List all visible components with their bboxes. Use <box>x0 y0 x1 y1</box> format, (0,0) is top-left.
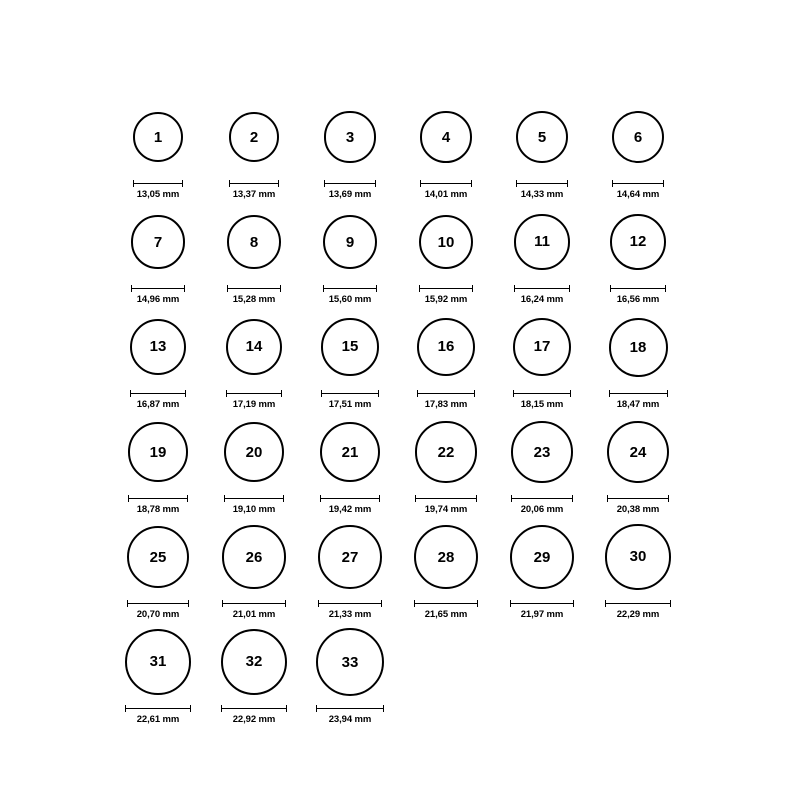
ring-circle <box>511 421 573 483</box>
ring-size-item <box>590 200 686 305</box>
measure-bar <box>324 180 375 187</box>
measure-bar <box>510 600 575 607</box>
ring-circle <box>417 318 475 376</box>
measure-indicator <box>128 494 188 502</box>
measure-bar <box>415 495 476 502</box>
ring-circle-wrapper <box>229 95 280 179</box>
ring-circle-wrapper <box>513 305 571 389</box>
ring-size-number: 7 <box>153 233 163 251</box>
measure-bar <box>417 390 475 397</box>
ring-size-number: 4 <box>441 128 451 146</box>
ring-size-item <box>206 620 302 725</box>
ring-diameter-label: 20,70 mm <box>136 609 180 620</box>
ring-size-item <box>494 200 590 305</box>
ring-size-number: 6 <box>633 128 643 146</box>
ring-circle-wrapper <box>320 410 381 494</box>
ring-size-number: 23 <box>533 443 551 461</box>
ring-circle <box>323 215 377 269</box>
ring-circle-wrapper <box>610 200 666 284</box>
ring-circle <box>607 421 669 483</box>
ring-circle-wrapper <box>605 515 670 599</box>
measure-indicator <box>130 389 186 397</box>
ring-diameter-label: 18,47 mm <box>616 399 660 410</box>
ring-size-item <box>398 305 494 410</box>
ring-circle <box>226 319 283 376</box>
measure-indicator <box>610 284 666 292</box>
ring-size-item <box>110 410 206 515</box>
ring-diameter-label: 15,60 mm <box>328 294 372 305</box>
ring-circle-wrapper <box>221 620 287 704</box>
ring-circle <box>130 319 186 375</box>
ring-size-number: 32 <box>245 653 263 671</box>
ring-circle-wrapper <box>127 515 190 599</box>
measure-bar <box>514 285 569 292</box>
measure-indicator <box>229 179 280 187</box>
ring-size-item <box>302 620 398 725</box>
measure-indicator <box>320 494 381 502</box>
ring-size-number: 3 <box>345 128 355 146</box>
ring-diameter-label: 15,92 mm <box>424 294 468 305</box>
ring-diameter-label: 13,69 mm <box>328 189 372 200</box>
ring-size-item <box>206 200 302 305</box>
ring-circle-wrapper <box>511 410 573 494</box>
measure-bar <box>222 600 285 607</box>
ring-circle <box>324 111 375 162</box>
ring-circle <box>221 629 287 695</box>
ring-diameter-label: 17,83 mm <box>424 399 468 410</box>
ring-circle-wrapper <box>130 305 186 389</box>
measure-bar <box>607 495 669 502</box>
measure-bar <box>130 390 186 397</box>
ring-circle <box>414 525 478 589</box>
ring-size-grid <box>110 95 690 725</box>
measure-indicator <box>221 704 287 712</box>
ring-size-number: 15 <box>341 338 359 356</box>
measure-bar <box>227 285 281 292</box>
ring-size-item <box>590 95 686 200</box>
measure-indicator <box>316 704 384 712</box>
ring-size-item <box>110 620 206 725</box>
measure-bar <box>321 390 378 397</box>
measure-indicator <box>227 284 281 292</box>
measure-bar <box>125 705 191 712</box>
ring-size-number: 12 <box>629 233 647 251</box>
ring-diameter-label: 16,56 mm <box>616 294 660 305</box>
ring-circle-wrapper <box>514 200 569 284</box>
ring-circle <box>612 111 665 164</box>
ring-circle <box>224 422 284 482</box>
ring-circle-wrapper <box>227 200 281 284</box>
ring-circle <box>133 112 183 162</box>
ring-circle-wrapper <box>419 200 474 284</box>
measure-bar <box>318 600 382 607</box>
ring-circle-wrapper <box>125 620 191 704</box>
ring-diameter-label: 19,42 mm <box>328 504 372 515</box>
ring-circle-wrapper <box>318 515 382 599</box>
ring-circle <box>415 421 476 482</box>
measure-indicator <box>419 284 474 292</box>
measure-indicator <box>511 494 573 502</box>
ring-circle-wrapper <box>607 410 669 494</box>
measure-bar <box>221 705 287 712</box>
measure-indicator <box>420 179 472 187</box>
ring-size-number: 18 <box>629 338 647 356</box>
ring-diameter-label: 14,01 mm <box>424 189 468 200</box>
ring-circle <box>514 214 569 269</box>
ring-size-number: 19 <box>149 443 167 461</box>
ring-size-number: 8 <box>249 233 259 251</box>
ring-circle <box>131 215 184 268</box>
measure-bar <box>513 390 571 397</box>
ring-size-number: 17 <box>533 338 551 356</box>
ring-size-number: 16 <box>437 338 455 356</box>
ring-circle <box>316 628 384 696</box>
ring-circle-wrapper <box>133 95 183 179</box>
ring-diameter-label: 14,64 mm <box>616 189 660 200</box>
ring-circle <box>320 422 381 483</box>
ring-size-number: 27 <box>341 548 359 566</box>
measure-indicator <box>318 599 382 607</box>
ring-circle-wrapper <box>516 95 568 179</box>
ring-circle-wrapper <box>226 305 283 389</box>
ring-size-item <box>302 200 398 305</box>
measure-indicator <box>226 389 283 397</box>
ring-diameter-label: 13,05 mm <box>136 189 180 200</box>
ring-size-item <box>398 515 494 620</box>
ring-diameter-label: 17,51 mm <box>328 399 372 410</box>
ring-circle <box>610 214 666 270</box>
measure-indicator <box>514 284 569 292</box>
ring-diameter-label: 18,15 mm <box>520 399 564 410</box>
ring-diameter-label: 19,10 mm <box>232 504 276 515</box>
measure-bar <box>131 285 184 292</box>
measure-bar <box>127 600 190 607</box>
ring-size-number: 25 <box>149 548 167 566</box>
ring-circle-wrapper <box>222 515 285 599</box>
ring-circle <box>128 422 188 482</box>
ring-circle <box>419 215 474 270</box>
ring-size-item <box>398 200 494 305</box>
ring-diameter-label: 22,92 mm <box>232 714 276 725</box>
ring-size-item <box>206 410 302 515</box>
ring-diameter-label: 16,87 mm <box>136 399 180 410</box>
measure-bar <box>323 285 377 292</box>
measure-bar <box>316 705 384 712</box>
ring-circle-wrapper <box>414 515 478 599</box>
ring-diameter-label: 20,38 mm <box>616 504 660 515</box>
ring-diameter-label: 19,74 mm <box>424 504 468 515</box>
measure-bar <box>511 495 573 502</box>
ring-size-number: 21 <box>341 443 359 461</box>
ring-circle <box>227 215 281 269</box>
ring-size-item <box>302 305 398 410</box>
ring-size-item <box>398 95 494 200</box>
ring-size-item <box>494 95 590 200</box>
measure-indicator <box>605 599 670 607</box>
ring-diameter-label: 13,37 mm <box>232 189 276 200</box>
ring-circle <box>318 525 382 589</box>
ring-circle <box>516 111 568 163</box>
ring-size-item <box>110 305 206 410</box>
measure-indicator <box>127 599 190 607</box>
ring-size-number: 5 <box>537 128 547 146</box>
measure-indicator <box>414 599 478 607</box>
ring-circle-wrapper <box>420 95 472 179</box>
ring-circle-wrapper <box>612 95 665 179</box>
ring-circle <box>127 526 190 589</box>
measure-indicator <box>513 389 571 397</box>
ring-circle <box>605 524 670 589</box>
measure-indicator <box>607 494 669 502</box>
measure-indicator <box>133 179 183 187</box>
ring-diameter-label: 22,29 mm <box>616 609 660 620</box>
measure-bar <box>610 285 666 292</box>
measure-indicator <box>323 284 377 292</box>
ring-size-item <box>206 95 302 200</box>
measure-indicator <box>321 389 378 397</box>
ring-size-item <box>302 410 398 515</box>
ring-diameter-label: 14,96 mm <box>136 294 180 305</box>
ring-size-number: 31 <box>149 653 167 671</box>
ring-size-item <box>494 305 590 410</box>
measure-bar <box>224 495 284 502</box>
ring-circle-wrapper <box>131 200 184 284</box>
measure-bar <box>414 600 478 607</box>
ring-circle-wrapper <box>324 95 375 179</box>
ring-diameter-label: 23,94 mm <box>328 714 372 725</box>
ring-size-item <box>590 305 686 410</box>
measure-bar <box>226 390 283 397</box>
ring-size-number: 2 <box>249 128 259 146</box>
measure-bar <box>605 600 670 607</box>
ring-size-number: 28 <box>437 548 455 566</box>
ring-size-item <box>494 515 590 620</box>
ring-size-item <box>398 410 494 515</box>
measure-indicator <box>222 599 285 607</box>
ring-size-item <box>110 95 206 200</box>
ring-circle <box>222 525 285 588</box>
ring-circle <box>229 112 280 163</box>
ring-size-item <box>206 305 302 410</box>
measure-indicator <box>224 494 284 502</box>
ring-size-item <box>110 515 206 620</box>
ring-size-number: 13 <box>149 338 167 356</box>
measure-bar <box>128 495 188 502</box>
ring-circle <box>609 318 668 377</box>
ring-size-item <box>206 515 302 620</box>
ring-size-number: 20 <box>245 443 263 461</box>
measure-indicator <box>131 284 184 292</box>
measure-indicator <box>510 599 575 607</box>
ring-size-number: 30 <box>629 548 647 566</box>
ring-diameter-label: 17,19 mm <box>232 399 276 410</box>
ring-size-item <box>590 410 686 515</box>
ring-circle <box>513 318 571 376</box>
ring-size-item <box>494 410 590 515</box>
ring-circle-wrapper <box>323 200 377 284</box>
ring-circle-wrapper <box>417 305 475 389</box>
measure-indicator <box>609 389 668 397</box>
ring-circle <box>420 111 472 163</box>
ring-circle <box>510 525 575 590</box>
ring-circle-wrapper <box>510 515 575 599</box>
ring-size-item <box>110 200 206 305</box>
ring-size-number: 26 <box>245 548 263 566</box>
measure-bar <box>229 180 280 187</box>
ring-circle-wrapper <box>415 410 476 494</box>
measure-indicator <box>125 704 191 712</box>
ring-circle-wrapper <box>321 305 378 389</box>
ring-size-item <box>302 515 398 620</box>
ring-size-number: 14 <box>245 338 263 356</box>
ring-diameter-label: 21,65 mm <box>424 609 468 620</box>
measure-bar <box>420 180 472 187</box>
ring-circle-wrapper <box>128 410 188 494</box>
ring-circle-wrapper <box>316 620 384 704</box>
ring-diameter-label: 21,01 mm <box>232 609 276 620</box>
ring-size-number: 24 <box>629 443 647 461</box>
ring-circle <box>321 318 378 375</box>
ring-size-number: 11 <box>534 233 550 251</box>
ring-size-number: 1 <box>153 128 163 146</box>
measure-bar <box>612 180 665 187</box>
measure-bar <box>133 180 183 187</box>
ring-diameter-label: 22,61 mm <box>136 714 180 725</box>
ring-size-item <box>590 515 686 620</box>
ring-diameter-label: 18,78 mm <box>136 504 180 515</box>
measure-bar <box>609 390 668 397</box>
ring-diameter-label: 21,97 mm <box>520 609 564 620</box>
ring-circle <box>125 629 191 695</box>
measure-indicator <box>324 179 375 187</box>
ring-size-number: 22 <box>437 443 455 461</box>
measure-bar <box>516 180 568 187</box>
measure-indicator <box>612 179 665 187</box>
ring-size-item <box>302 95 398 200</box>
ring-size-number: 33 <box>341 653 359 671</box>
ring-size-number: 10 <box>437 233 455 251</box>
ring-size-number: 29 <box>533 548 551 566</box>
ring-circle-wrapper <box>609 305 668 389</box>
measure-indicator <box>516 179 568 187</box>
ring-diameter-label: 16,24 mm <box>520 294 564 305</box>
measure-bar <box>320 495 381 502</box>
ring-diameter-label: 15,28 mm <box>232 294 276 305</box>
measure-indicator <box>415 494 476 502</box>
ring-diameter-label: 20,06 mm <box>520 504 564 515</box>
ring-size-number: 9 <box>345 233 355 251</box>
ring-diameter-label: 21,33 mm <box>328 609 372 620</box>
measure-bar <box>419 285 474 292</box>
measure-indicator <box>417 389 475 397</box>
ring-diameter-label: 14,33 mm <box>520 189 564 200</box>
ring-circle-wrapper <box>224 410 284 494</box>
